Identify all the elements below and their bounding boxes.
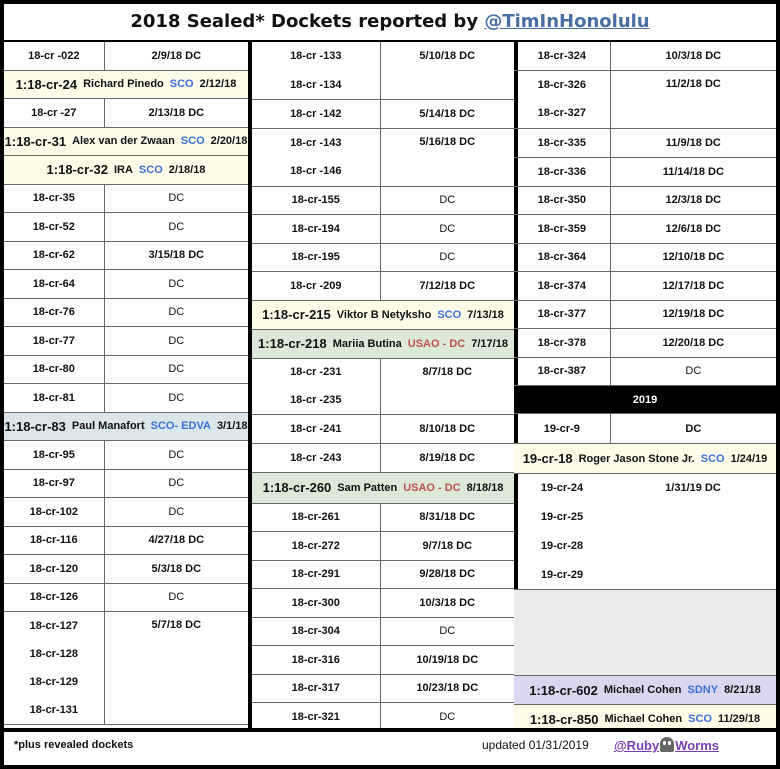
table-row [514,129,776,158]
docket-date: DC [439,222,456,235]
footer [4,728,776,765]
docket-number: 19-cr-18 [522,451,573,466]
docket-date: 5/14/18 DC [419,107,476,120]
docket-number: 18-cr-52 [4,213,105,241]
docket-number: 18-cr-321 [252,703,381,731]
docket-date: DC [168,505,185,518]
docket-date: 8/21/18 [724,684,761,696]
table-row [514,358,776,387]
docket-date: 10/3/18 DC [419,596,476,609]
table-row [4,527,248,556]
agency-tag: SCO- EDVA [150,420,211,433]
docket-date: 5/3/18 DC [151,562,202,575]
highlight-row [514,444,776,474]
docket-number: 18-cr -243 [252,444,381,472]
table-row [4,384,248,413]
agency-tag: USAO - DC [403,481,461,494]
docket-number: 18-cr-304 [252,618,381,646]
docket-date: 10/19/18 DC [416,653,479,666]
docket-date: 12/17/18 DC [662,279,725,292]
docket-number: 18-cr-129 [29,675,78,688]
table-row [514,301,776,330]
docket-date: 10/23/18 DC [416,682,479,695]
agency-tag: SCO [688,713,712,725]
docket-number: 18-cr-364 [514,244,611,272]
docket-number: 18-cr-102 [4,498,105,526]
table-row [252,100,514,129]
table-row [4,555,248,584]
docket-number: 18-cr-378 [514,329,611,357]
table-row [4,42,248,71]
defendant-name: IRA [113,163,133,176]
agency-tag: SCO [180,135,205,148]
docket-number: 1:18-cr-31 [4,133,67,149]
table-row [4,470,248,499]
docket-date: 12/10/18 DC [662,251,725,264]
highlight-row [514,676,776,705]
table-row [4,213,248,242]
defendant-name: Mariia Butina [332,337,402,350]
docket-date: 10/3/18 DC [665,49,722,62]
grouped-row [514,71,776,129]
table-row [252,444,514,473]
docket-date: DC [168,220,185,233]
docket-date: DC [168,591,185,604]
docket-number: 18-cr -241 [252,415,381,443]
docket-date: DC [168,448,185,461]
docket-date: 11/29/18 [717,713,761,725]
docket-date: 12/19/18 DC [662,308,725,321]
docket-date: 3/1/18 [216,420,248,433]
agency-tag: SCO [700,452,725,465]
docket-number: 18-cr-350 [514,187,611,215]
docket-date: 1/31/19 DC [665,482,721,494]
agency-tag: SCO [169,78,194,91]
table-row [514,329,776,358]
docket-number: 18-cr-272 [252,532,381,560]
grouped-row [4,612,248,725]
docket-date: DC [168,363,185,376]
twitter-handle-link[interactable]: @TimInHonolulu [484,11,650,32]
defendant-name: Michael Cohen [604,713,683,725]
highlight-row [252,473,514,504]
agency-tag: SCO [138,163,163,176]
docket-date: 2/18/18 [168,163,206,176]
docket-list [252,129,381,186]
defendant-name: Sam Patten [337,481,398,494]
docket-number: 18-cr -231 [290,366,342,379]
docket-number: 18-cr-195 [252,244,381,272]
table-row [4,498,248,527]
grouped-row [514,474,776,590]
docket-number: 18-cr -143 [290,136,342,149]
docket-date: 5/10/18 DC [419,49,476,62]
docket-number: 18-cr-64 [4,270,105,298]
table-row [252,675,514,704]
docket-list [4,612,105,724]
highlight-row [4,413,248,442]
docket-number: 18-cr-327 [537,107,586,120]
docket-number: 18-cr-77 [4,327,105,355]
ghost-icon [660,737,674,752]
table-row [4,185,248,214]
defendant-name: Paul Manafort [71,420,145,433]
docket-date: 12/6/18 DC [665,222,722,235]
docket-number: 18-cr-80 [4,356,105,384]
docket-date: DC [168,277,185,290]
table-row [4,327,248,356]
docket-number: 18-cr-324 [514,42,611,70]
docket-date: 11/14/18 DC [662,165,724,178]
docket-number: 1:18-cr-83 [4,418,66,434]
docket-list [514,474,610,589]
year-header: 2019 [514,386,776,414]
docket-date: DC [439,194,456,207]
docket-date: 11/2/18 DC [665,78,721,90]
docket-date: 2/13/18 DC [148,106,205,119]
defendant-name: Viktor B Netyksho [336,308,432,321]
table-row [4,441,248,470]
docket-date: 5/7/18 DC [151,619,202,632]
docket-date: 2/12/18 [199,78,237,91]
table-row [514,272,776,301]
table-row [4,242,248,271]
docket-number: 18-cr -133 [290,50,342,63]
docket-date: 8/10/18 DC [419,422,476,435]
table-row [4,270,248,299]
table-row [514,414,776,444]
docket-date: 2/9/18 DC [151,49,202,62]
docket-number: 18-cr-120 [4,555,105,583]
column-3 [514,42,776,734]
table-row [4,584,248,613]
docket-date: 8/19/18 DC [419,451,476,464]
table-row [514,158,776,187]
table-row [4,299,248,328]
table-row [252,504,514,533]
docket-number: 18-cr-76 [4,299,105,327]
agency-tag: USAO - DC [407,337,466,350]
table-row [252,561,514,590]
docket-number: 18-cr -022 [4,42,105,70]
docket-number: 18-cr -134 [290,78,342,91]
docket-date: 8/7/18 DC [422,365,473,378]
docket-number: 18-cr-155 [252,187,381,215]
docket-date: DC [168,306,185,319]
docket-number: 18-cr-194 [252,215,381,243]
docket-number: 1:18-cr-32 [46,162,108,178]
docket-number: 18-cr-127 [29,619,78,632]
highlight-row [252,330,514,359]
docket-date: 7/17/18 [471,337,508,350]
docket-date: 9/28/18 DC [419,568,476,581]
table-row [252,215,514,244]
docket-number: 18-cr-62 [4,242,105,270]
highlight-row [4,71,248,100]
docket-number: 1:18-cr-850 [529,711,599,727]
docket-date: 7/13/18 [467,308,504,321]
docket-number: 18-cr-81 [4,384,105,412]
docket-date: 8/18/18 [466,481,504,494]
docket-date: 1/24/19 [730,452,768,465]
docket-number: 18-cr-97 [4,470,105,498]
docket-number: 18-cr -146 [290,165,342,178]
docket-date: 5/16/18 DC [419,136,476,148]
docket-number: 18-cr-261 [252,504,381,532]
docket-number: 1:18-cr-218 [258,336,327,351]
docket-number: 18-cr-116 [4,527,105,555]
docket-date: DC [685,422,702,435]
credit-link[interactable] [614,737,719,753]
docket-date: 4/27/18 DC [148,534,205,547]
docket-number: 18-cr-291 [252,561,381,589]
docket-list [252,359,381,414]
credit-part-b: Worms [675,738,720,753]
docket-number: 18-cr-95 [4,441,105,469]
updated-date: updated 01/31/2019 [482,738,589,752]
defendant-name: Michael Cohen [603,684,682,696]
docket-date: DC [439,251,456,264]
docket-number: 19-cr-25 [540,511,584,524]
defendant-name: Roger Jason Stone Jr. [578,452,695,465]
highlight-row [252,301,514,330]
docket-number: 18-cr-35 [4,185,105,213]
docket-date: DC [168,477,185,490]
docket-number: 1:18-cr-24 [15,76,78,92]
docket-number: 19-cr-24 [540,482,584,495]
docket-date: 12/3/18 DC [665,194,722,207]
docket-number: 18-cr-387 [514,358,611,386]
docket-number: 19-cr-29 [540,568,584,581]
docket-number: 18-cr-374 [514,272,611,300]
docket-number: 18-cr-377 [514,301,611,329]
docket-date: 8/31/18 DC [419,511,476,524]
table-row [514,244,776,273]
docket-number: 18-cr -142 [252,100,381,128]
docket-date: 3/15/18 DC [148,249,205,262]
docket-date: DC [685,365,702,378]
table-row [252,272,514,301]
docket-date: DC [168,391,185,404]
docket-number: 18-cr-326 [537,78,586,91]
docket-number: 18-cr -209 [252,272,381,300]
docket-number: 19-cr-28 [540,539,584,552]
credit-part-a: @Ruby [614,738,660,753]
title-prefix: 2018 Sealed* Dockets reported by [130,11,485,32]
docket-number: 18-cr -27 [4,99,105,127]
grouped-row [252,42,514,100]
column-2 [248,42,518,732]
docket-number: 1:18-cr-215 [262,307,331,322]
docket-number: 19-cr-9 [514,414,611,443]
docket-date: 2/20/18 [210,135,248,148]
highlight-row [4,128,248,157]
defendant-name: Alex van der Zwaan [72,135,175,148]
table-row [252,589,514,618]
docket-date: DC [168,192,185,205]
table-row [252,244,514,273]
docket-number: 18-cr-126 [4,584,105,612]
agency-tag: SCO [437,308,462,321]
grouped-row [252,359,514,415]
docket-number: 18-cr-335 [514,129,611,157]
table-row [514,187,776,216]
highlight-row [4,156,248,185]
footnote: *plus revealed dockets [14,739,134,751]
docket-number: 18-cr-336 [514,158,611,186]
table-row [514,215,776,244]
docket-number: 18-cr-359 [514,215,611,243]
docket-date: 11/9/18 DC [665,136,721,149]
docket-list [252,42,381,99]
defendant-name: Richard Pinedo [83,78,164,91]
page-title [4,4,776,42]
table-row [252,646,514,675]
docket-date: DC [439,625,456,638]
docket-number: 1:18-cr-260 [262,480,332,495]
docket-number: 18-cr -235 [290,393,342,406]
docket-list [514,71,611,128]
docket-number: 18-cr-317 [252,675,381,703]
agency-tag: SDNY [687,684,719,696]
docket-number: 18-cr-316 [252,646,381,674]
table-row [4,356,248,385]
table-row [252,187,514,216]
docket-date: 12/20/18 DC [662,336,725,349]
docket-number: 1:18-cr-602 [529,682,598,698]
table-row [514,42,776,71]
grouped-row [252,129,514,187]
table-row [4,99,248,128]
docket-number: 18-cr-131 [29,703,78,716]
docket-date: 9/7/18 DC [422,539,473,552]
table-row [252,618,514,647]
column-1 [4,42,248,725]
docket-number: 18-cr-128 [29,647,78,660]
table-row [252,415,514,444]
docket-date: DC [439,710,456,723]
docket-date: 7/12/18 DC [419,279,476,292]
table-row [252,532,514,561]
empty-area [514,590,776,676]
docket-number: 18-cr-300 [252,589,381,617]
docket-date: DC [168,334,185,347]
